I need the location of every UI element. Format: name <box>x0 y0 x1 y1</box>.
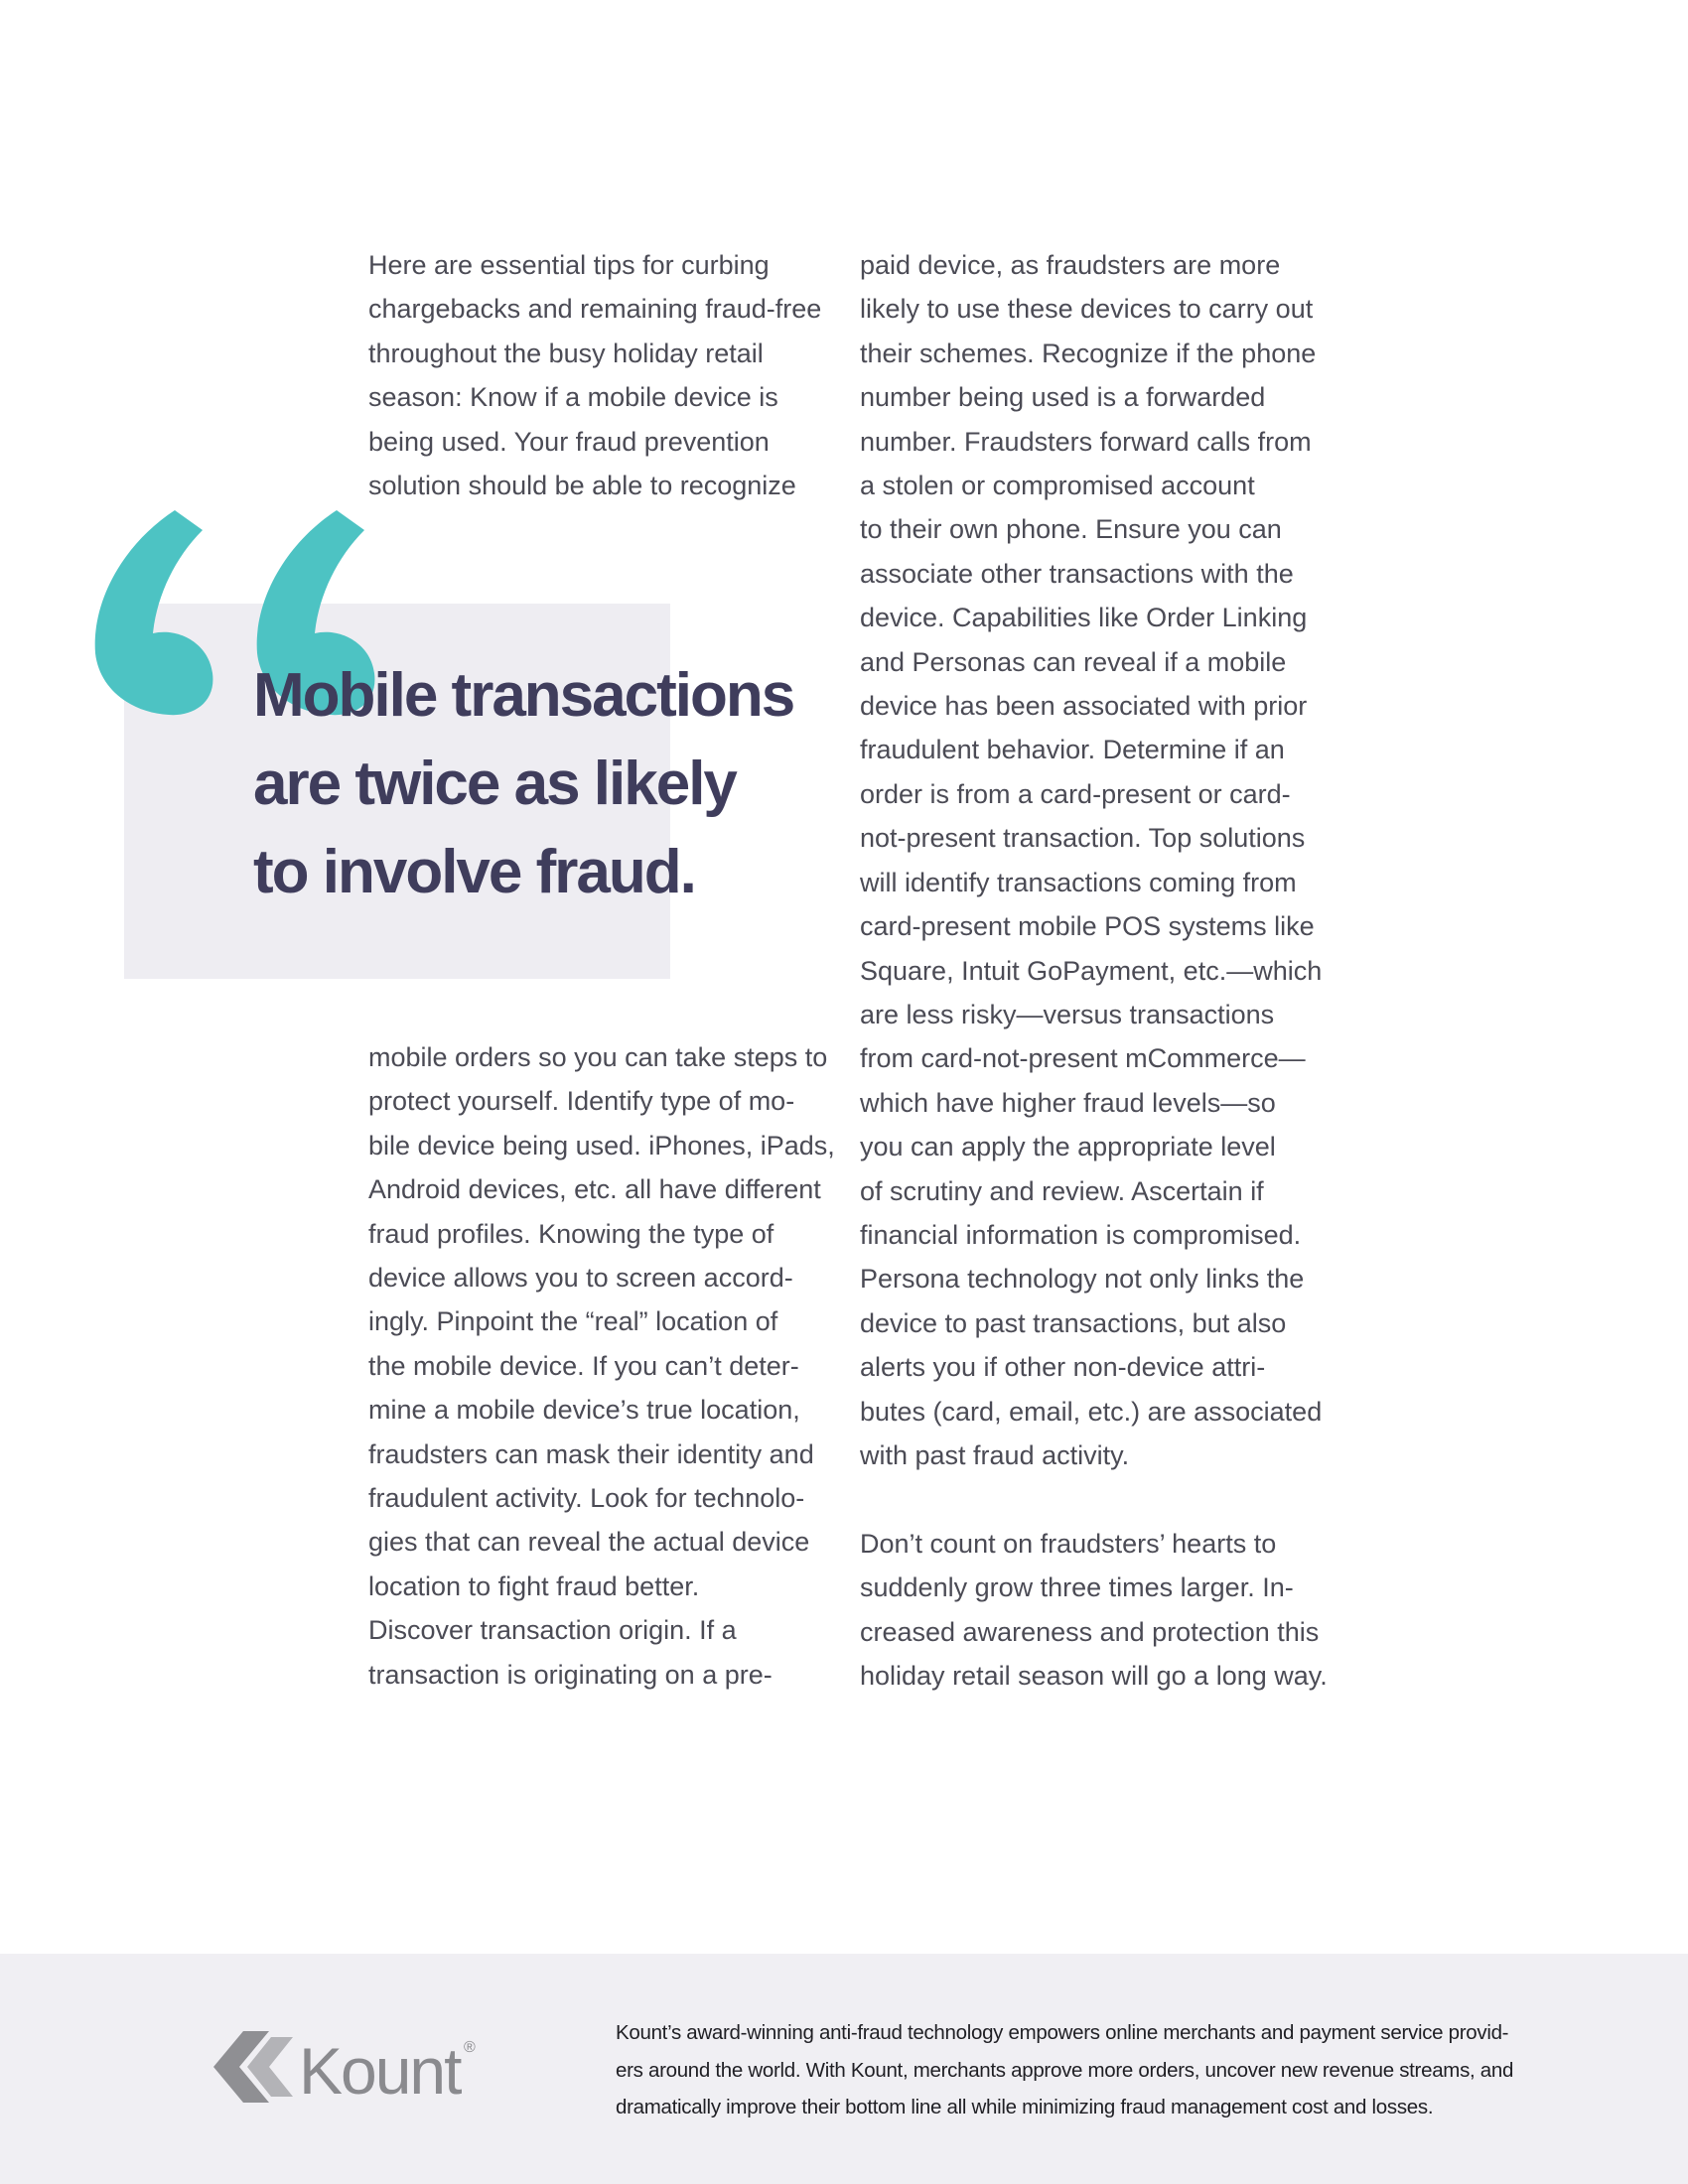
paragraph-line: Square, Intuit GoPayment, etc.—which <box>860 955 1323 986</box>
paragraph-line: fraud profiles. Knowing the type of <box>368 1218 774 1249</box>
paragraph-line: fraudulent activity. Look for technolo- <box>368 1483 805 1514</box>
paragraph-line: being used. Your fraud prevention <box>368 426 770 457</box>
paragraph-line: creased awareness and protection this <box>860 1616 1320 1647</box>
paragraph-line: ingly. Pinpoint the “real” location of <box>368 1306 778 1337</box>
paragraph-line: to their own phone. Ensure you can <box>860 514 1282 545</box>
paragraph-line: their schemes. Recognize if the phone <box>860 338 1317 368</box>
kount-logo <box>213 2031 492 2111</box>
paragraph-line: order is from a card-present or card- <box>860 778 1291 809</box>
paragraph-line: Android devices, etc. all have different <box>368 1174 821 1205</box>
footer-line: dramatically improve their bottom line all while minimizing fraud management cost and losses. <box>616 2096 1434 2118</box>
paragraph-line: solution should be able to recognize <box>368 471 796 501</box>
pull-quote-line: to involve fraud. <box>253 838 695 906</box>
footer-description <box>616 2014 1569 2126</box>
paragraph-line: not-present transaction. Top solutions <box>860 823 1306 854</box>
paragraph-line: bile device being used. iPhones, iPads, <box>368 1130 835 1160</box>
paragraph-line: location to fight fraud better. <box>368 1570 700 1601</box>
paragraph-line: device. Capabilities like Order Linking <box>860 603 1308 633</box>
pull-quote-text <box>253 651 849 916</box>
paragraph-line: you can apply the appropriate level <box>860 1132 1276 1162</box>
logo-wordmark: Kount <box>299 2034 461 2108</box>
paragraph-line: butes (card, email, etc.) are associated <box>860 1396 1323 1427</box>
paragraph-line: number. Fraudsters forward calls from <box>860 426 1312 457</box>
paragraph-line: of scrutiny and review. Ascertain if <box>860 1175 1264 1206</box>
paragraph-line: Here are essential tips for curbing <box>368 250 770 280</box>
paragraph-line: holiday retail season will go a long way. <box>860 1661 1328 1692</box>
paragraph-line: fraudulent behavior. Determine if an <box>860 735 1285 765</box>
paragraph-line: device has been associated with prior <box>860 691 1308 722</box>
paragraph-line: mobile orders so you can take steps to <box>368 1042 828 1072</box>
paragraph-line: likely to use these devices to carry out <box>860 294 1314 325</box>
paragraph-line: number being used is a forwarded <box>860 382 1266 413</box>
paragraph-line: will identify transactions coming from <box>860 867 1297 897</box>
paragraph-line: paid device, as fraudsters are more <box>860 250 1281 280</box>
article-column-left-bottom <box>368 1035 835 1697</box>
paragraph-line: and Personas can reveal if a mobile <box>860 646 1287 677</box>
paragraph-line: transaction is originating on a pre- <box>368 1659 773 1690</box>
footer-line: ers around the world. With Kount, merchants approve more orders, uncover new revenue streams, and <box>616 2058 1514 2082</box>
article-column-left-top <box>368 243 835 507</box>
paragraph-line: a stolen or compromised account <box>860 471 1255 501</box>
paragraph-line: financial information is compromised. <box>860 1219 1302 1250</box>
paragraph-line: Don’t count on fraudsters’ hearts to <box>860 1529 1277 1559</box>
paragraph-line: protect yourself. Identify type of mo- <box>368 1086 795 1117</box>
paragraph-line: chargebacks and remaining fraud-free <box>368 294 822 325</box>
paragraph-line: gies that can reveal the actual device <box>368 1527 810 1558</box>
footer-line: Kount’s award-winning anti-fraud technology empowers online merchants and payment service provid- <box>616 2021 1509 2044</box>
kount-logo-icon <box>213 2031 293 2103</box>
quotation-mark-icon <box>91 508 220 717</box>
paragraph-line: which have higher fraud levels—so <box>860 1087 1276 1118</box>
article-column-right <box>860 243 1327 1477</box>
paragraph-line: from card-not-present mCommerce— <box>860 1043 1306 1074</box>
article-closing-paragraph <box>860 1522 1327 1699</box>
paragraph-line: with past fraud activity. <box>860 1439 1130 1470</box>
paragraph-line: Discover transaction origin. If a <box>368 1615 737 1646</box>
paragraph-line: alerts you if other non-device attri- <box>860 1352 1266 1383</box>
pull-quote-line: are twice as likely <box>253 750 736 818</box>
paragraph-line: throughout the busy holiday retail <box>368 338 764 368</box>
paragraph-line: season: Know if a mobile device is <box>368 382 778 413</box>
paragraph-line: the mobile device. If you can’t deter- <box>368 1350 799 1381</box>
pull-quote-line: Mobile transactions <box>253 661 794 730</box>
paragraph-line: device to past transactions, but also <box>860 1307 1287 1338</box>
paragraph-line: are less risky—versus transactions <box>860 999 1275 1029</box>
paragraph-line: associate other transactions with the <box>860 558 1294 589</box>
paragraph-line: fraudsters can mask their identity and <box>368 1438 814 1469</box>
paragraph-line: mine a mobile device’s true location, <box>368 1395 800 1426</box>
registered-mark: ® <box>464 2039 476 2056</box>
paragraph-line: Persona technology not only links the <box>860 1264 1305 1295</box>
paragraph-line: device allows you to screen accord- <box>368 1263 793 1294</box>
paragraph-line: suddenly grow three times larger. In- <box>860 1572 1294 1603</box>
paragraph-line: card-present mobile POS systems like <box>860 911 1315 942</box>
